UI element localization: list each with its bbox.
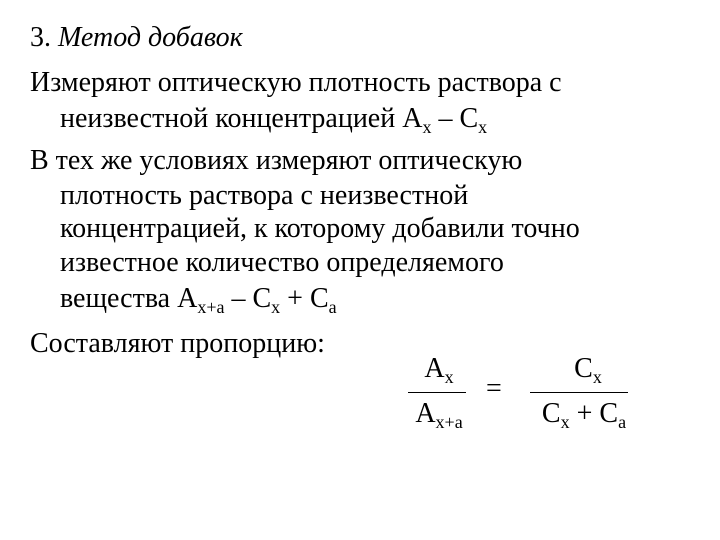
para2-line4: известное количество определяемого	[60, 247, 504, 278]
para2-line5	[60, 283, 337, 315]
heading	[30, 22, 243, 54]
right-numerator-sub: x	[592, 367, 602, 387]
para1-line2-sub1: x	[422, 117, 432, 137]
left-denominator	[406, 398, 472, 430]
right-denominator-plus: + C	[569, 398, 619, 429]
para2-line5-sub1: x+a	[197, 297, 225, 317]
right-fraction-bar	[530, 392, 628, 393]
left-numerator-letter: A	[424, 353, 445, 384]
para2-line2: плотность раствора с неизвестной	[60, 180, 469, 211]
para3-line1: Составляют пропорцию:	[30, 328, 325, 359]
right-denominator-sub2: a	[618, 412, 627, 432]
left-denominator-letter: A	[415, 398, 436, 429]
right-denominator-sub1: x	[560, 412, 570, 432]
para2-line3: концентрацией, к которому добавили точно	[60, 213, 580, 244]
heading-title: Метод добавок	[58, 22, 243, 53]
para2-line5-sub2: x	[271, 297, 281, 317]
para2-line1: В тех же условиях измеряют оптическую	[30, 145, 523, 176]
equals-sign: =	[486, 373, 502, 404]
para2-line5-dash: – C	[224, 283, 272, 314]
para1-line2-sub2: x	[478, 117, 488, 137]
right-numerator	[566, 353, 610, 385]
para2-line5-text: вещества A	[60, 283, 198, 314]
heading-number: 3.	[30, 22, 51, 53]
para2-line5-sub3: a	[328, 297, 337, 317]
left-numerator	[414, 353, 464, 385]
left-numerator-sub: x	[444, 367, 454, 387]
para1-line2	[60, 103, 487, 135]
para1-line1: Измеряют оптическую плотность раствора с	[30, 67, 562, 98]
left-denominator-sub: x+a	[435, 412, 463, 432]
right-numerator-letter: C	[574, 353, 593, 384]
right-denominator	[534, 398, 634, 430]
para1-line2-text: неизвестной концентрацией A	[60, 103, 423, 134]
para2-line5-plus: + C	[280, 283, 329, 314]
para1-line2-dash: – C	[431, 103, 479, 134]
left-fraction-bar	[408, 392, 466, 393]
right-denominator-c1: C	[541, 398, 561, 429]
